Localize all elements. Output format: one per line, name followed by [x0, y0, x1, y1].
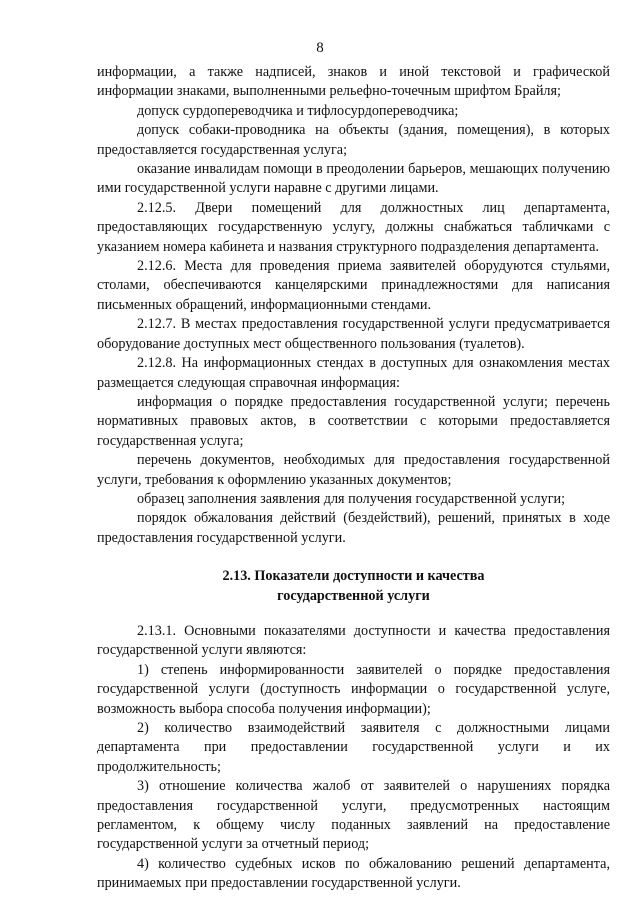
paragraph-info-order: информация о порядке предоставления государственной услуги; перечень нормативных правовых актов, в соответствии с которыми предоставляется государственная услуга;: [97, 393, 610, 449]
paragraph-2-12-6: 2.12.6. Места для проведения приема заявителей оборудуются стульями, столами, обеспечиваются канцелярскими принадлежностями для написания письменных обращений, информационными стендами.: [97, 258, 610, 313]
paragraph-indicator-2: 2) количество взаимодействий заявителя с должностными лицами департамента при предоставлении государственной услуги и их продолжительность;: [97, 720, 610, 775]
paragraph-sample-form: образец заполнения заявления для получения государственной услуги;: [137, 490, 566, 507]
paragraph-braille: информации, а также надписей, знаков и иной текстовой и графической информации знаками, выполненными рельефно-точечным шрифтом Брайля;: [97, 64, 610, 100]
paragraph-2-12-7: 2.12.7. В местах предоставления государственной услуги предусматривается оборудование доступных мест общественного пользования (туалетов).: [97, 316, 610, 352]
paragraph-2-12-5: 2.12.5. Двери помещений для должностных лиц департамента, предоставляющих государственную услугу, должны снабжаться табличками с указанием номера кабинета и названия структурного подразделения департамента.: [97, 199, 610, 255]
paragraph-2-12-8: 2.12.8. На информационных стендах в доступных для ознакомления местах размещается следующая справочная информация:: [97, 355, 610, 391]
paragraph-indicator-4: 4) количество судебных исков по обжалованию решений департамента, принимаемых при предоставлении государственной услуги.: [97, 855, 610, 892]
paragraph-documents-list: перечень документов, необходимых для предоставления государственной услуги, требования к оформлению указанных документов;: [97, 452, 610, 488]
paragraph-appeal-order: порядок обжалования действий (бездействий), решений, принятых в ходе предоставления государственной услуги.: [97, 510, 610, 546]
section-heading-line-1: 2.13. Показатели доступности и качества: [222, 568, 485, 585]
paragraph-guide-dog: допуск собаки-проводника на объекты (здания, помещения), в которых предоставляется государственная услуга;: [97, 122, 610, 158]
paragraph-assistance: оказание инвалидам помощи в преодолении барьеров, мешающих получению ими государственной услуги наравне с другими лицами.: [97, 161, 610, 197]
paragraph-2-13-1: 2.13.1. Основными показателями доступности и качества предоставления государственной услуги являются:: [97, 622, 610, 659]
page-number: 8: [316, 40, 324, 56]
section-heading-line-2: государственной услуги: [277, 587, 430, 604]
section-heading-2-13: [97, 567, 610, 606]
document-body: [97, 63, 610, 894]
paragraph-indicator-1: 1) степень информированности заявителей о порядке предоставления государственной услуги (доступность информации о государственной услуге, возможность выбора способа получения информации);: [97, 661, 610, 717]
paragraph-indicator-3: 3) отношение количества жалоб от заявителей о нарушениях порядка предоставления государственной услуги, предусмотренных настоящим регламентом, к общему числу поданных заявлений на предоставление государственной услуги за отчетный период;: [97, 778, 610, 853]
paragraph-interpreter: допуск сурдопереводчика и тифлосурдопереводчика;: [137, 102, 459, 119]
